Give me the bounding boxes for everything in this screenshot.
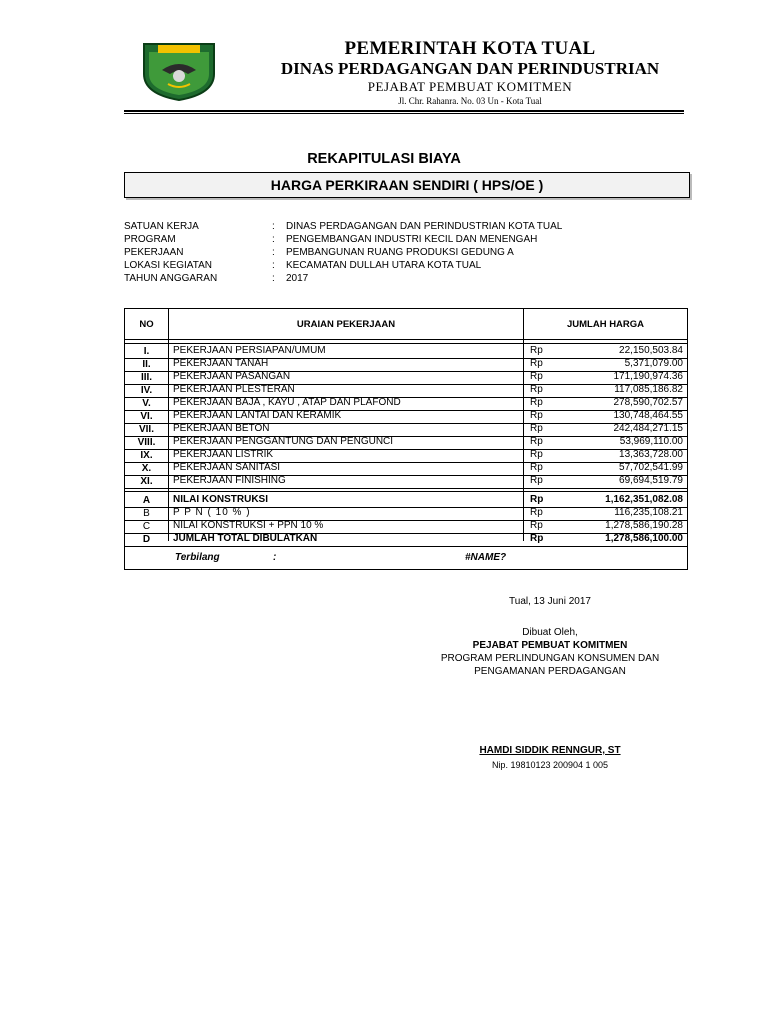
table-row	[125, 449, 687, 463]
signature-made-by: Dibuat Oleh,	[522, 627, 578, 638]
row-currency: Rp	[530, 436, 543, 447]
summary-row-ppn	[125, 507, 687, 521]
summary-row-total	[125, 533, 687, 547]
row-number: XI.	[140, 476, 153, 487]
table-row	[125, 436, 687, 450]
letterhead-rule	[124, 110, 684, 112]
row-amount: 57,702,541.99	[619, 462, 683, 473]
signature-program-line2: PENGAMANAN PERDAGANGAN	[474, 666, 626, 677]
row-amount: 1,278,586,100.00	[605, 533, 683, 544]
table-row	[125, 410, 687, 424]
letterhead-address: Jl. Chr. Rahanra. No. 03 Un - Kota Tual	[398, 96, 542, 106]
info-colon: :	[272, 221, 275, 232]
row-separator	[125, 343, 687, 344]
row-currency: Rp	[530, 494, 544, 505]
signature-role: PEJABAT PEMBUAT KOMITMEN	[472, 640, 628, 651]
info-label: PEKERJAAN	[124, 247, 184, 258]
terbilang-colon: :	[273, 552, 277, 563]
row-description: PEKERJAAN PASANGAN	[173, 371, 291, 382]
header-amount: JUMLAH HARGA	[566, 318, 645, 330]
row-number: II.	[142, 359, 151, 370]
row-currency: Rp	[530, 462, 543, 473]
row-amount: 5,371,079.00	[624, 358, 683, 369]
row-currency: Rp	[530, 475, 543, 486]
row-description: PEKERJAAN BAJA , KAYU , ATAP DAN PLAFOND	[173, 397, 401, 408]
government-emblem-logo	[140, 40, 218, 102]
info-colon: :	[272, 234, 275, 245]
info-value: 2017	[286, 273, 309, 284]
table-row	[125, 462, 687, 476]
row-number: V.	[142, 398, 151, 409]
terbilang-label: Terbilang	[175, 552, 220, 563]
row-amount: 13,363,728.00	[619, 449, 683, 460]
document-title: REKAPITULASI BIAYA	[307, 151, 461, 167]
info-colon: :	[272, 247, 275, 258]
row-currency: Rp	[530, 384, 543, 395]
row-currency: Rp	[530, 507, 543, 518]
info-colon: :	[272, 260, 275, 271]
info-value: PEMBANGUNAN RUANG PRODUKSI GEDUNG A	[286, 247, 514, 258]
info-label: LOKASI KEGIATAN	[124, 260, 212, 271]
row-description: PEKERJAAN SANITASI	[173, 462, 281, 473]
row-currency: Rp	[530, 345, 543, 356]
row-number: VII.	[138, 424, 154, 435]
row-description: PEKERJAAN PLESTERAN	[173, 384, 295, 395]
header-no: NO	[139, 318, 154, 330]
row-description: NILAI KONSTRUKSI	[173, 494, 268, 505]
row-amount: 69,694,519.79	[619, 475, 683, 486]
row-amount: 22,150,503.84	[619, 345, 683, 356]
signature-place-date: Tual, 13 Juni 2017	[509, 596, 591, 607]
summary-row-nilai-plus-ppn	[125, 520, 687, 534]
signature-nip: Nip. 19810123 200904 1 005	[491, 760, 609, 770]
document-subtitle-box	[124, 172, 690, 198]
row-number: VI.	[140, 411, 153, 422]
row-description: NILAI KONSTRUKSI + PPN 10 %	[173, 520, 324, 531]
letterhead-government: PEMERINTAH KOTA TUAL	[344, 38, 596, 59]
info-label: TAHUN ANGGARAN	[124, 273, 218, 284]
row-amount: 1,162,351,082.08	[605, 494, 683, 505]
row-separator	[125, 491, 687, 492]
letterhead-rule-thin	[124, 113, 684, 114]
row-number: X.	[141, 463, 152, 474]
row-amount: 117,085,186.82	[614, 384, 683, 395]
row-amount: 53,969,110.00	[619, 436, 683, 447]
row-description: PEKERJAAN FINISHING	[173, 475, 286, 486]
row-description: PEKERJAAN LISTRIK	[173, 449, 274, 460]
info-label: PROGRAM	[124, 234, 176, 245]
info-colon: :	[272, 273, 275, 284]
row-currency: Rp	[530, 397, 543, 408]
row-amount: 278,590,702.57	[613, 397, 683, 408]
row-number: C	[142, 521, 151, 532]
row-description: PEKERJAAN LANTAI DAN KERAMIK	[173, 410, 342, 421]
letterhead-office: PEJABAT PEMBUAT KOMITMEN	[367, 79, 573, 94]
row-amount: 130,748,464.55	[613, 410, 683, 421]
row-description: P P N ( 10 % )	[173, 507, 251, 518]
summary-row-nilai-konstruksi	[125, 494, 687, 508]
info-value: KECAMATAN DULLAH UTARA KOTA TUAL	[286, 260, 482, 271]
row-description: JUMLAH TOTAL DIBULATKAN	[173, 533, 318, 544]
table-row	[125, 397, 687, 411]
row-description: PEKERJAAN TANAH	[173, 358, 269, 369]
cost-table	[124, 308, 688, 570]
row-description: PEKERJAAN BETON	[173, 423, 270, 434]
row-currency: Rp	[530, 358, 543, 369]
row-currency: Rp	[530, 410, 543, 421]
row-description: PEKERJAAN PENGGANTUNG DAN PENGUNCI	[173, 436, 394, 447]
row-number: III.	[140, 372, 153, 383]
row-amount: 1,278,586,190.28	[605, 520, 683, 531]
table-header	[125, 309, 687, 340]
table-row	[125, 358, 687, 372]
row-amount: 116,235,108.21	[614, 507, 683, 518]
row-number: IX.	[140, 450, 153, 461]
signature-program-line1: PROGRAM PERLINDUNGAN KONSUMEN DAN	[440, 653, 660, 664]
terbilang-value: #NAME?	[465, 552, 507, 563]
signature-name: HAMDI SIDDIK RENNGUR, ST	[479, 745, 621, 756]
row-number: I.	[143, 346, 150, 357]
table-row	[125, 345, 687, 359]
table-row	[125, 384, 687, 398]
row-number: VIII.	[137, 437, 156, 448]
info-value: PENGEMBANGAN INDUSTRI KECIL DAN MENENGAH	[286, 234, 538, 245]
info-label: SATUAN KERJA	[124, 221, 199, 232]
table-row	[125, 423, 687, 437]
letterhead-agency: DINAS PERDAGANGAN DAN PERINDUSTRIAN	[280, 59, 660, 78]
row-currency: Rp	[530, 423, 543, 434]
row-currency: Rp	[530, 520, 543, 531]
row-description: PEKERJAAN PERSIAPAN/UMUM	[173, 345, 326, 356]
row-number: D	[142, 534, 151, 545]
table-row	[125, 475, 687, 489]
row-currency: Rp	[530, 371, 543, 382]
row-number: B	[143, 508, 150, 519]
row-number: A	[142, 495, 151, 506]
row-currency: Rp	[530, 533, 544, 544]
document-subtitle: HARGA PERKIRAAN SENDIRI ( HPS/OE )	[270, 177, 544, 193]
info-value: DINAS PERDAGANGAN DAN PERINDUSTRIAN KOTA TUAL	[286, 221, 563, 232]
row-currency: Rp	[530, 449, 543, 460]
row-amount: 171,190,974.36	[613, 371, 683, 382]
header-description: URAIAN PEKERJAAN	[296, 318, 396, 330]
row-number: IV.	[140, 385, 153, 396]
terbilang-line	[175, 552, 507, 563]
table-row	[125, 371, 687, 385]
row-amount: 242,484,271.15	[613, 423, 683, 434]
